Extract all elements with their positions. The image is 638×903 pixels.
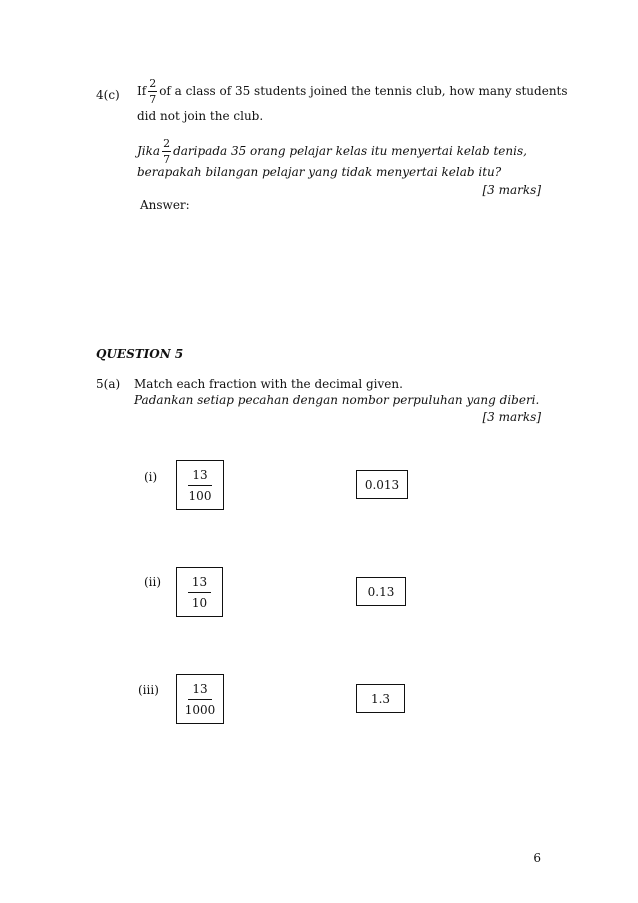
- item-label-iii: (iii): [138, 683, 159, 697]
- fraction-13-over-10: $\frac{13}{10}$: [188, 576, 211, 609]
- fraction-box-i[interactable]: [176, 460, 224, 510]
- decimal-box-0-013[interactable]: 0.013: [356, 470, 408, 499]
- question-number-5a: 5(a): [96, 377, 121, 391]
- question-4c-malay-rest: daripada 35 orang pelajar kelas itu menyertai kelab tenis,: [173, 144, 527, 158]
- question-5a-instruction-english: Match each fraction with the decimal given.: [134, 377, 403, 391]
- jika-word: Jika: [137, 144, 161, 158]
- decimal-box-0-13[interactable]: 0.13: [356, 577, 406, 606]
- question-5-heading: QUESTION 5: [96, 347, 184, 361]
- item-label-i: (i): [144, 470, 158, 484]
- item-label-ii: (ii): [144, 575, 162, 589]
- fraction-box-ii[interactable]: [176, 567, 223, 617]
- question-4c-english-line1: [137, 78, 568, 105]
- question-4c-english-rest: of a class of 35 students joined the tennis club, how many students: [159, 84, 568, 98]
- page-number: 6: [533, 851, 541, 865]
- question-5a-instruction-malay: Padankan setiap pecahan dengan nombor perpuluhan yang diberi.: [134, 393, 540, 407]
- question-5a-marks: [3 marks]: [482, 410, 541, 424]
- decimal-box-1-3[interactable]: 1.3: [356, 684, 405, 713]
- question-number-4c: 4(c): [96, 88, 120, 102]
- fraction-two-sevenths-malay: $\frac{2}{7}$: [163, 137, 171, 166]
- question-4c-english-line2: did not join the club.: [137, 109, 264, 123]
- fraction-two-sevenths: $\frac{2}{7}$: [149, 77, 157, 106]
- fraction-13-over-100: $\frac{13}{100}$: [188, 467, 212, 503]
- fraction-13-over-1000: $\frac{13}{1000}$: [184, 681, 216, 717]
- question-4c-marks: [3 marks]: [482, 183, 541, 197]
- question-4c-malay-line1: [137, 138, 527, 165]
- answer-label: Answer:: [140, 198, 190, 212]
- fraction-box-iii[interactable]: [176, 674, 224, 724]
- question-4c-malay-line2: berapakah bilangan pelajar yang tidak menyertai kelab itu?: [137, 165, 502, 179]
- if-word: If: [137, 84, 147, 98]
